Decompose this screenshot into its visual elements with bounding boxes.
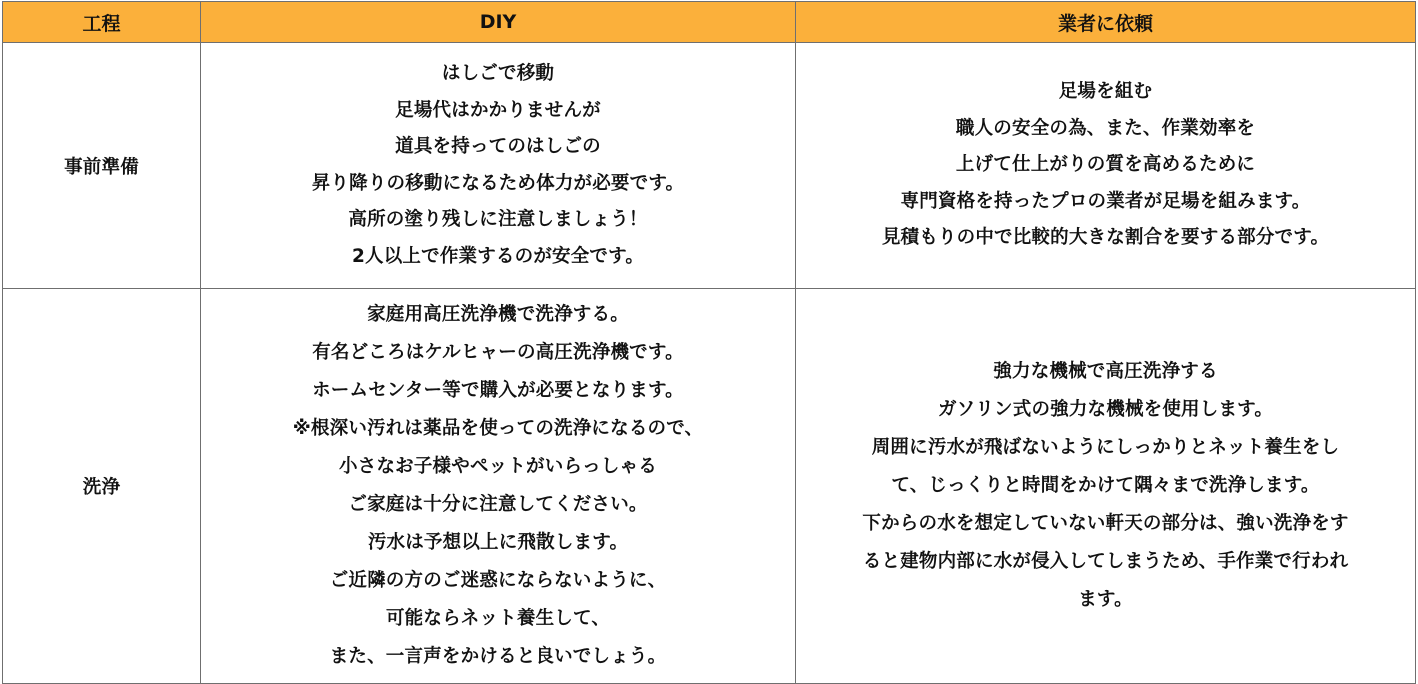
diy-line: 有名どころはケルヒャーの高圧洗浄機です。	[312, 341, 684, 363]
process-cell: 事前準備	[3, 43, 201, 289]
diy-line: 家庭用高圧洗浄機で洗浄する。	[367, 303, 629, 325]
header-process: 工程	[3, 2, 201, 43]
pro-line: 下からの水を想定していない軒天の部分は、強い洗浄をす	[862, 513, 1349, 535]
pro-line: 見積もりの中で比較的大きな割合を要する部分です。	[881, 227, 1330, 249]
diy-line: また、一言声をかけると良いでしょう。	[329, 646, 667, 668]
pro-line: 上げて仕上がりの質を高めるために	[955, 154, 1256, 176]
comparison-table	[2, 1, 1416, 684]
pro-line: 強力な機械で高圧洗浄する	[993, 360, 1218, 382]
diy-line: ご家庭は十分に注意してください。	[348, 494, 648, 515]
header-pro: 業者に依頼	[796, 2, 1416, 43]
diy-line: 小さなお子様やペットがいらっしゃる	[339, 455, 657, 477]
pro-line: ガソリン式の強力な機械を使用します。	[937, 398, 1274, 420]
pro-line: 職人の安全の為、また、作業効率を	[955, 117, 1256, 139]
diy-line: 道具を持ってのはしごの	[395, 136, 601, 157]
header-diy: DIY	[201, 2, 796, 43]
pro-cell	[796, 43, 1416, 289]
pro-cell	[796, 289, 1416, 684]
diy-cell	[201, 289, 796, 684]
process-cell: 洗浄	[3, 289, 201, 684]
diy-line: はしごで移動	[441, 63, 555, 84]
diy-cell	[201, 43, 796, 289]
pro-line: ます。	[1078, 589, 1133, 611]
pro-line: て、じっくりと時間をかけて隅々まで洗浄します。	[891, 474, 1320, 496]
header-row	[3, 2, 1416, 43]
diy-line: ※根深い汚れは薬品を使っての洗浄になるので、	[292, 417, 704, 439]
diy-line: 汚水は予想以上に飛散します。	[367, 532, 629, 554]
pro-line: 周囲に汚水が飛ばないようにしっかりとネット養生をし	[871, 436, 1340, 458]
pro-line: 専門資格を持ったプロの業者が足場を組みます。	[900, 190, 1311, 212]
diy-line: 昇り降りの移動になるため体力が必要です。	[311, 172, 685, 194]
diy-line: ホームセンター等で購入が必要となります。	[312, 379, 684, 401]
table-row-preparation	[3, 43, 1416, 289]
diy-line: 可能ならネット養生して、	[385, 608, 611, 630]
table-row-washing	[3, 289, 1416, 684]
diy-line: 高所の塗り残しに注意しましょう！	[348, 209, 648, 230]
diy-line: ご近隣の方のご迷惑にならないように、	[329, 570, 667, 592]
diy-line: 足場代はかかりませんが	[395, 99, 601, 121]
pro-line: 足場を組む	[1058, 81, 1153, 103]
pro-line: ると建物内部に水が侵入してしまうため、手作業で行われ	[862, 551, 1349, 573]
diy-line: 2人以上で作業するのが安全です。	[351, 245, 645, 267]
